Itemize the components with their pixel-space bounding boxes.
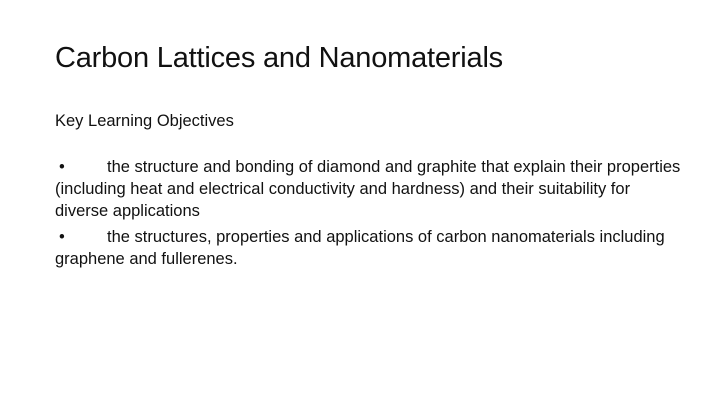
bullet-text: the structures, properties and applications of carbon nanomaterials including graphene and fullerenes. (55, 228, 665, 268)
bullet-item (55, 226, 685, 270)
slide-body (55, 110, 685, 274)
bullet-mark: • (59, 228, 65, 246)
slide-subheading: Key Learning Objectives (55, 112, 234, 130)
bullet-mark: • (59, 158, 65, 176)
bullet-text: the structure and bonding of diamond and graphite that explain their properties (including heat and electrical conductivity and hardness) and their suitability for diverse applications (55, 158, 681, 220)
slide-title: Carbon Lattices and Nanomaterials (55, 42, 503, 74)
bullet-item (55, 156, 685, 222)
